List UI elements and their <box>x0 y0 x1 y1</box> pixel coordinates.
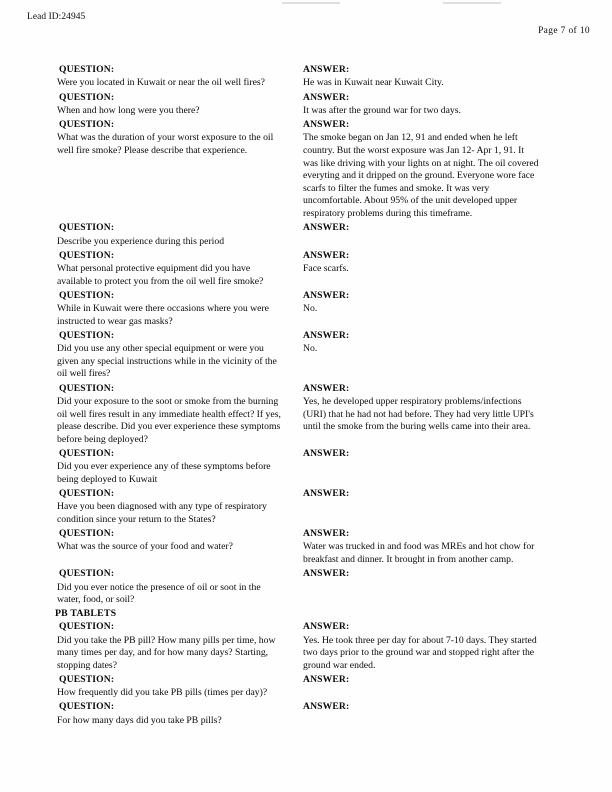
answer-block <box>303 119 541 221</box>
answer-block <box>303 92 541 118</box>
question-block <box>57 383 285 447</box>
answer-block <box>303 448 541 461</box>
question-text: What was the source of your food and water? <box>57 541 233 553</box>
question-text: When and how long were you there? <box>57 104 200 116</box>
scan-artifact-right <box>443 2 501 4</box>
answer-label: ANSWER: <box>303 382 350 394</box>
question-block <box>57 119 285 158</box>
question-text: Did you use any other special equipment or were you given any special instructions while in the vicinity of the oil well fires? <box>57 343 277 380</box>
question-block <box>57 568 285 607</box>
answer-label: ANSWER: <box>303 249 350 261</box>
question-label: QUESTION: <box>59 701 115 713</box>
question-block <box>57 621 285 672</box>
question-block <box>57 222 285 248</box>
question-label: QUESTION: <box>59 329 115 341</box>
answer-block <box>303 621 541 672</box>
answer-text <box>303 686 541 687</box>
question-block <box>57 64 285 90</box>
question-text: What personal protective equipment did you have available to protect you from the oil well fire smoke? <box>57 263 264 287</box>
question-label: QUESTION: <box>59 222 115 234</box>
answer-block <box>303 290 541 316</box>
question-label: QUESTION: <box>59 621 115 633</box>
question-block <box>57 674 285 700</box>
page-header <box>0 12 612 42</box>
question-label: QUESTION: <box>59 119 115 130</box>
answer-block <box>303 488 541 501</box>
answer-label: ANSWER: <box>303 64 350 75</box>
question-text: What was the duration of your worst exposure to the oil well fire smoke? Please describe that experience. <box>57 132 274 156</box>
answer-text: No. <box>303 303 318 315</box>
question-text: Have you been diagnosed with any type of respiratory condition since your return to the States? <box>57 501 267 525</box>
answer-text: The smoke began on Jan 12, 91 and ended when he left country. But the worst exposure was Jan 12- Apr 1, 91. It was like driving with your lights on at night. The oil covered everyting and it dripped on the ground. Everyone wore face scarfs to filter the fumes and smoke. It was very uncomfortable. About 95% of the unit developed upper respiratory problems during this timeframe. <box>303 132 539 219</box>
question-label: QUESTION: <box>59 447 115 459</box>
answer-label: ANSWER: <box>303 222 350 234</box>
answer-block <box>303 330 541 356</box>
question-label: QUESTION: <box>59 91 115 103</box>
answer-text: Face scarfs. <box>303 263 349 274</box>
question-label: QUESTION: <box>59 528 115 539</box>
answer-text: It was after the ground war for two days. <box>303 104 461 116</box>
section-heading-pb-tablets: PB TABLETS <box>55 608 117 620</box>
answer-label: ANSWER: <box>303 568 350 580</box>
answer-text: No. <box>303 343 318 355</box>
answer-block <box>303 383 541 434</box>
answer-label: ANSWER: <box>303 119 350 130</box>
question-text: While in Kuwait were there occasions where you were instructed to wear gas masks? <box>57 303 269 327</box>
question-label: QUESTION: <box>59 289 115 301</box>
question-block <box>57 701 285 727</box>
answer-text <box>303 235 541 236</box>
answer-block <box>303 250 541 276</box>
answer-text: Water was trucked in and food was MREs and hot chow for breakfast and dinner. It brought in from another camp. <box>303 541 535 565</box>
answer-label: ANSWER: <box>303 91 350 103</box>
question-block <box>57 528 285 554</box>
question-text: Did you ever experience any of these symptoms before being deployed to Kuwait <box>57 461 271 485</box>
answer-block <box>303 568 541 581</box>
question-label: QUESTION: <box>59 487 115 499</box>
question-text: For how many days did you take PB pills? <box>57 714 222 726</box>
question-block <box>57 92 285 118</box>
question-label: QUESTION: <box>59 673 115 685</box>
question-block <box>57 250 285 289</box>
question-label: QUESTION: <box>59 568 115 580</box>
question-text: Did your exposure to the soot or smoke from the burning oil well fires result in any immediate health effect? If yes, please describe. Did you ever experience these symptoms before being deployed? <box>57 395 281 445</box>
question-text: How frequently did you take PB pills (times per day)? <box>57 687 268 699</box>
question-text: Describe you experience during this period <box>57 235 225 247</box>
question-label: QUESTION: <box>59 64 115 75</box>
answer-block <box>303 701 541 714</box>
question-label: QUESTION: <box>59 382 115 394</box>
lead-id-label: Lead ID:24945 <box>27 12 86 22</box>
answer-label: ANSWER: <box>303 289 350 301</box>
scan-artifact-left <box>282 2 340 4</box>
answer-block <box>303 222 541 235</box>
answer-label: ANSWER: <box>303 701 350 713</box>
answer-text <box>303 500 541 501</box>
question-text: Did you ever notice the presence of oil or soot in the water, food, or soil? <box>57 581 261 606</box>
question-block <box>57 330 285 381</box>
answer-label: ANSWER: <box>303 329 350 341</box>
question-block <box>57 488 285 527</box>
answer-label: ANSWER: <box>303 528 350 539</box>
answer-text <box>303 581 541 582</box>
answer-text: Yes. He took three per day for about 7-10 days. They started two days prior to the ground war and stopped right after the ground war ended. <box>303 634 537 671</box>
answer-label: ANSWER: <box>303 447 350 459</box>
page-number-label: Page 7 of 10 <box>538 26 590 36</box>
answer-text: He was in Kuwait near Kuwait City. <box>303 77 444 89</box>
answer-label: ANSWER: <box>303 673 350 685</box>
answer-label: ANSWER: <box>303 487 350 499</box>
question-text: Were you located in Kuwait or near the oil well fires? <box>57 77 265 89</box>
answer-text: Yes, he developed upper respiratory problems/infections (URI) that he had not had before. They had very little UPI's until the smoke from the buring wells came into their area. <box>303 395 534 433</box>
question-block <box>57 290 285 329</box>
answer-text <box>303 460 541 461</box>
answer-block <box>303 528 541 567</box>
answer-block <box>303 64 541 90</box>
question-block <box>57 448 285 487</box>
answer-text <box>303 714 541 715</box>
answer-label: ANSWER: <box>303 621 350 633</box>
question-text: Did you take the PB pill? How many pills per time, how many times per day, and for how many days? Starting, stopping dates? <box>57 634 276 671</box>
question-label: QUESTION: <box>59 249 115 261</box>
answer-block <box>303 674 541 687</box>
